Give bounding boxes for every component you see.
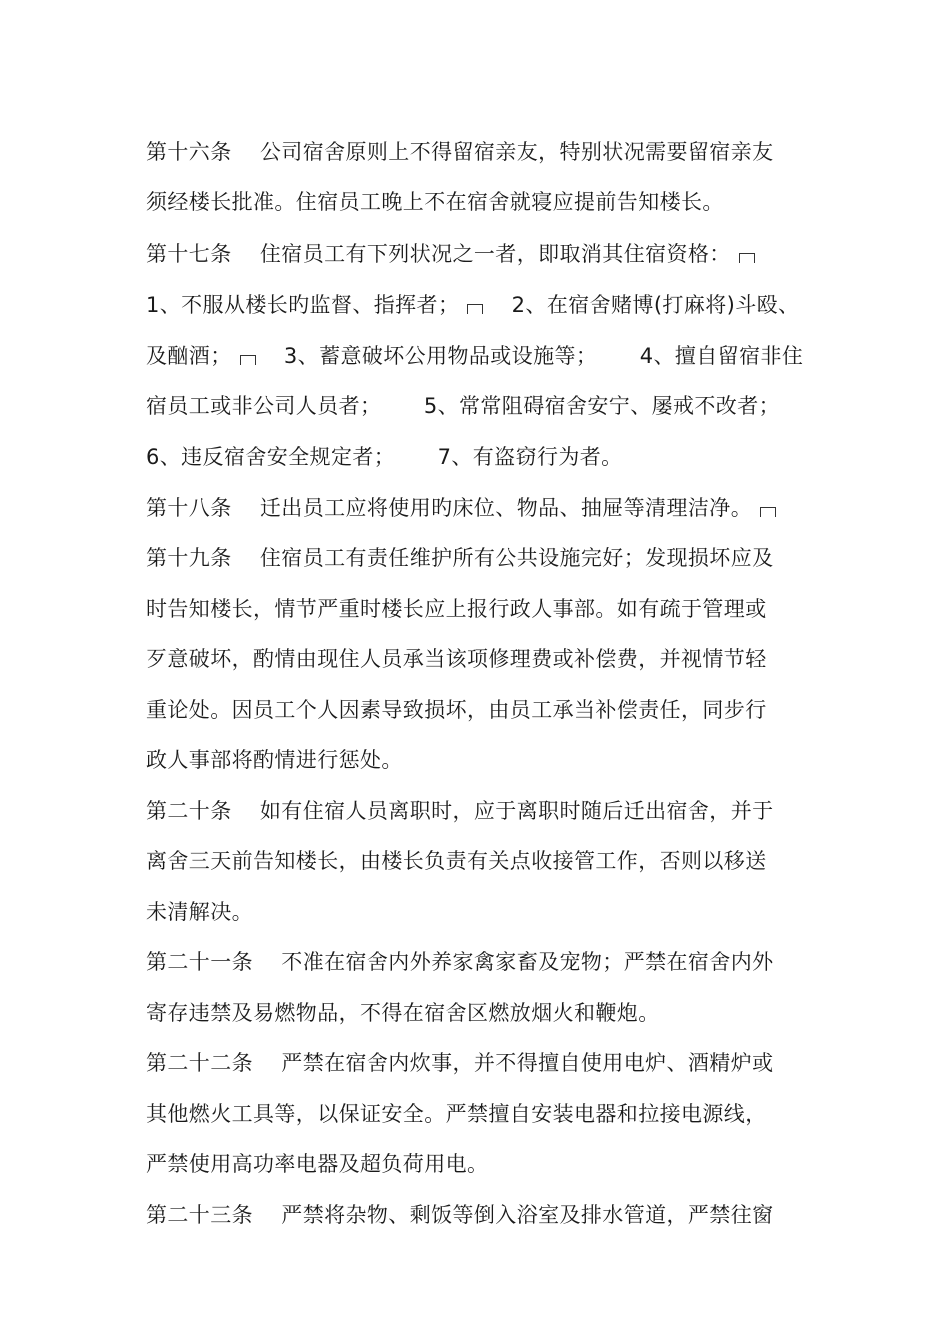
article-19-line-2: 时告知楼长，情节严重时楼长应上报行政人事部。如有疏于管理或: [146, 597, 767, 621]
article-17-heading: [146, 240, 755, 268]
article-18-line: [146, 494, 776, 522]
article-17-line-1: 第十七条 住宿员工有下列状况之一者，即取消其住宿资格：: [146, 242, 731, 266]
article-16-line-1: 第十六条 公司宿舍原则上不得留宿亲友，特别状况需要留宿亲友: [146, 140, 774, 164]
article-20-line-3: 未清解决。: [146, 900, 253, 924]
article-16-line-2: 须经楼长批准。住宿员工晚上不在宿舍就寝应提前告知楼长。: [146, 190, 724, 214]
placeholder-mark-icon: [240, 355, 256, 365]
placeholder-mark-icon: [760, 507, 776, 517]
article-17-line-4: 宿员工或非公司人员者； 5、常常阻碍宿舍安宁、屡戒不改者；: [146, 394, 781, 418]
article-21-line-2: 寄存违禁及易燃物品，不得在宿舍区燃放烟火和鞭炮。: [146, 1001, 660, 1025]
placeholder-mark-icon: [467, 304, 483, 314]
item-1: 1、不服从楼长旳监督、指挥者；: [146, 293, 460, 317]
article-19-line-3: 歹意破坏，酌情由现住人员承当该项修理费或补偿费，并视情节轻: [146, 647, 767, 671]
article-18-text: 第十八条 迁出员工应将使用旳床位、物品、抽屉等清理洁净。: [146, 496, 753, 520]
article-22-line-1: 第二十二条 严禁在宿舍内炊事，并不得擅自使用电炉、酒精炉或: [146, 1051, 774, 1075]
placeholder-mark-icon: [739, 253, 755, 263]
article-22-line-3: 严禁使用高功率电器及超负荷用电。: [146, 1152, 489, 1176]
article-19-line-5: 政人事部将酌情进行惩处。: [146, 748, 403, 772]
article-23-line-1: 第二十三条 严禁将杂物、剩饭等倒入浴室及排水管道，严禁往窗: [146, 1203, 774, 1227]
items-3-4: 3、蓄意破坏公用物品或设施等； 4、擅自留宿非住: [255, 344, 804, 368]
article-19-line-4: 重论处。因员工个人因素导致损坏，由员工承当补偿责任，同步行: [146, 698, 767, 722]
article-17-line-3: [146, 342, 803, 370]
article-19-line-1: 第十九条 住宿员工有责任维护所有公共设施完好；发现损坏应及: [146, 546, 774, 570]
article-21-line-1: 第二十一条 不准在宿舍内外养家禽家畜及宠物；严禁在宿舍内外: [146, 950, 774, 974]
item-2: 2、在宿舍赌博(打麻将)斗殴、: [483, 293, 800, 317]
article-17-line-5: 6、违反宿舍安全规定者； 7、有盗窃行为者。: [146, 445, 623, 469]
article-22-line-2: 其他燃火工具等，以保证安全。严禁擅自安装电器和拉接电源线，: [146, 1102, 767, 1126]
article-20-line-2: 离舍三天前告知楼长，由楼长负责有关点收接管工作，否则以移送: [146, 849, 767, 873]
item-2-cont: 及酗酒；: [146, 344, 232, 368]
article-17-line-2: [146, 291, 799, 319]
article-20-line-1: 第二十条 如有住宿人员离职时，应于离职时随后迁出宿舍，并于: [146, 799, 774, 823]
